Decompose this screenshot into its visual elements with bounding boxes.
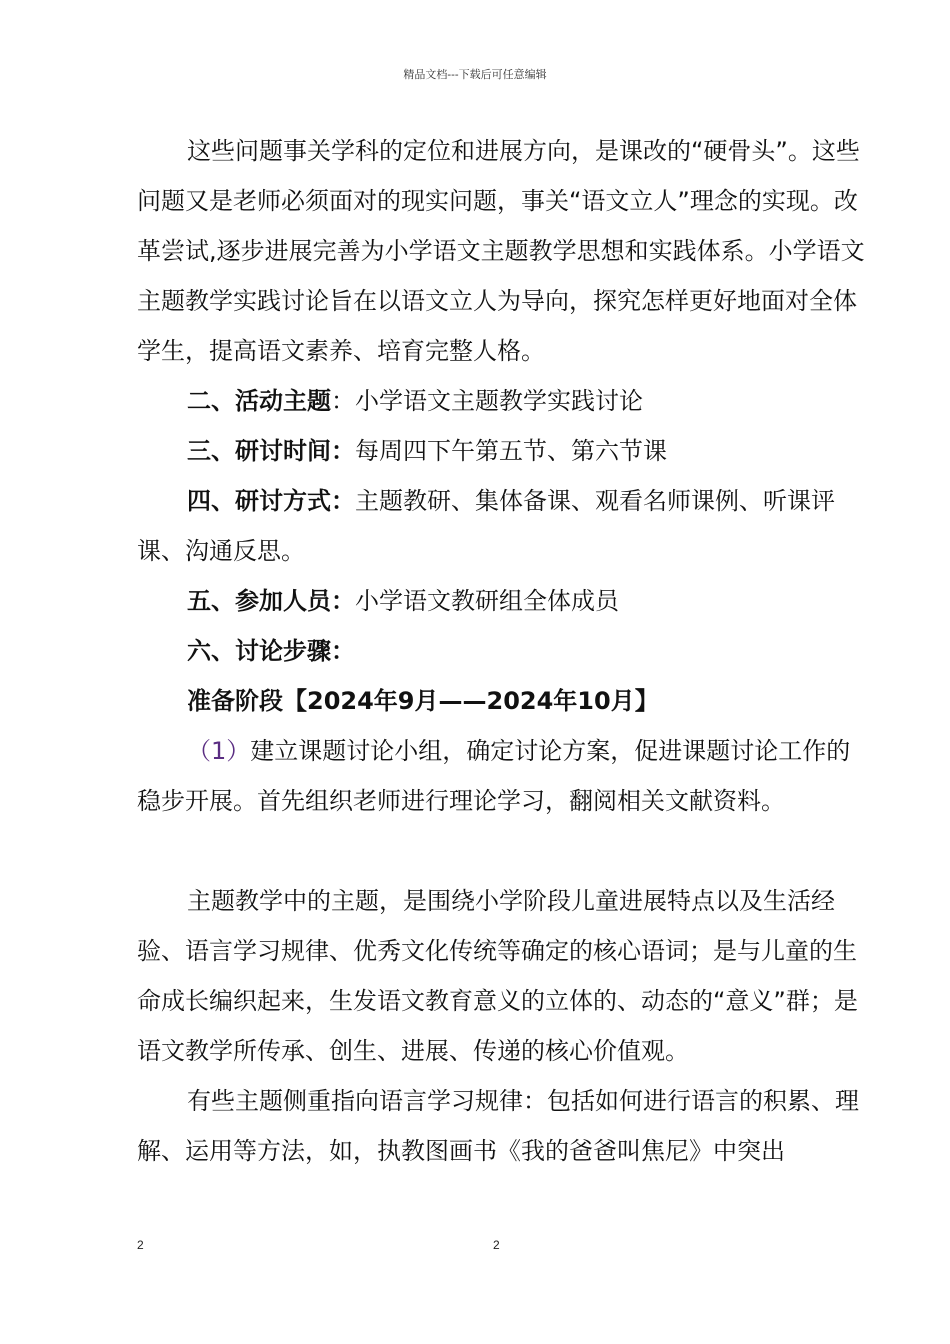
page-number-center: 2: [493, 1238, 500, 1252]
preparation-stage-heading: 准备阶段【2024年9月——2024年10月】: [187, 687, 659, 715]
participants-line: [137, 576, 867, 626]
page-header: 精品文档---下载后可任意编辑: [403, 68, 547, 81]
activity-theme-line: [137, 376, 867, 426]
seminar-time-line: [137, 426, 867, 476]
discussion-steps-heading: 六、讨论步骤：: [187, 637, 355, 665]
step-text: 建立课题讨论小组，确定讨论方案，促进课题讨论工作的稳步开展。首先组织老师进行理论学习，翻阅相关文献资料。: [137, 737, 851, 815]
section-text: 每周四下午第五节、第六节课: [355, 437, 667, 465]
page-number-left: 2: [137, 1238, 144, 1252]
section-text: 小学语文教研组全体成员: [355, 587, 619, 615]
step-one-paragraph: [137, 726, 867, 826]
seminar-method-paragraph: [137, 476, 867, 576]
section-label: 五、参加人员：: [187, 587, 355, 615]
step-number: （1）: [187, 737, 251, 765]
theme-definition-paragraph: 主题教学中的主题，是围绕小学阶段儿童进展特点以及生活经验、语言学习规律、优秀文化传统等确定的核心语词；是与儿童的生命成长编织起来，生发语文教育意义的立体的、动态的“意义”群；是语文教学所传承、创生、进展、传递的核心价值观。: [137, 887, 858, 1065]
document-body: [137, 126, 867, 1176]
section-text: ：小学语文主题教学实践讨论: [331, 387, 643, 415]
section-text: 主题教研、集体备课、观看名师课例、听课评课、沟通反思。: [137, 487, 835, 565]
intro-paragraph: 这些问题事关学科的定位和进展方向，是课改的“硬骨头”。这些问题又是老师必须面对的现实问题，事关“语文立人”理念的实现。改革尝试,逐步进展完善为小学语文主题教学思想和实践体系。小学语文主题教学实践讨论旨在以语文立人为导向，探究怎样更好地面对全体学生，提高语文素养、培育完整人格。: [137, 137, 865, 365]
language-rules-paragraph: 有些主题侧重指向语言学习规律：包括如何进行语言的积累、理解、运用等方法，如，执教图画书《我的爸爸叫焦尼》中突出: [137, 1087, 859, 1165]
section-label: 四、研讨方式：: [187, 487, 355, 515]
section-label: 二、活动主题: [187, 387, 331, 415]
paragraph-gap: [137, 826, 867, 876]
section-label: 三、研讨时间：: [187, 437, 355, 465]
